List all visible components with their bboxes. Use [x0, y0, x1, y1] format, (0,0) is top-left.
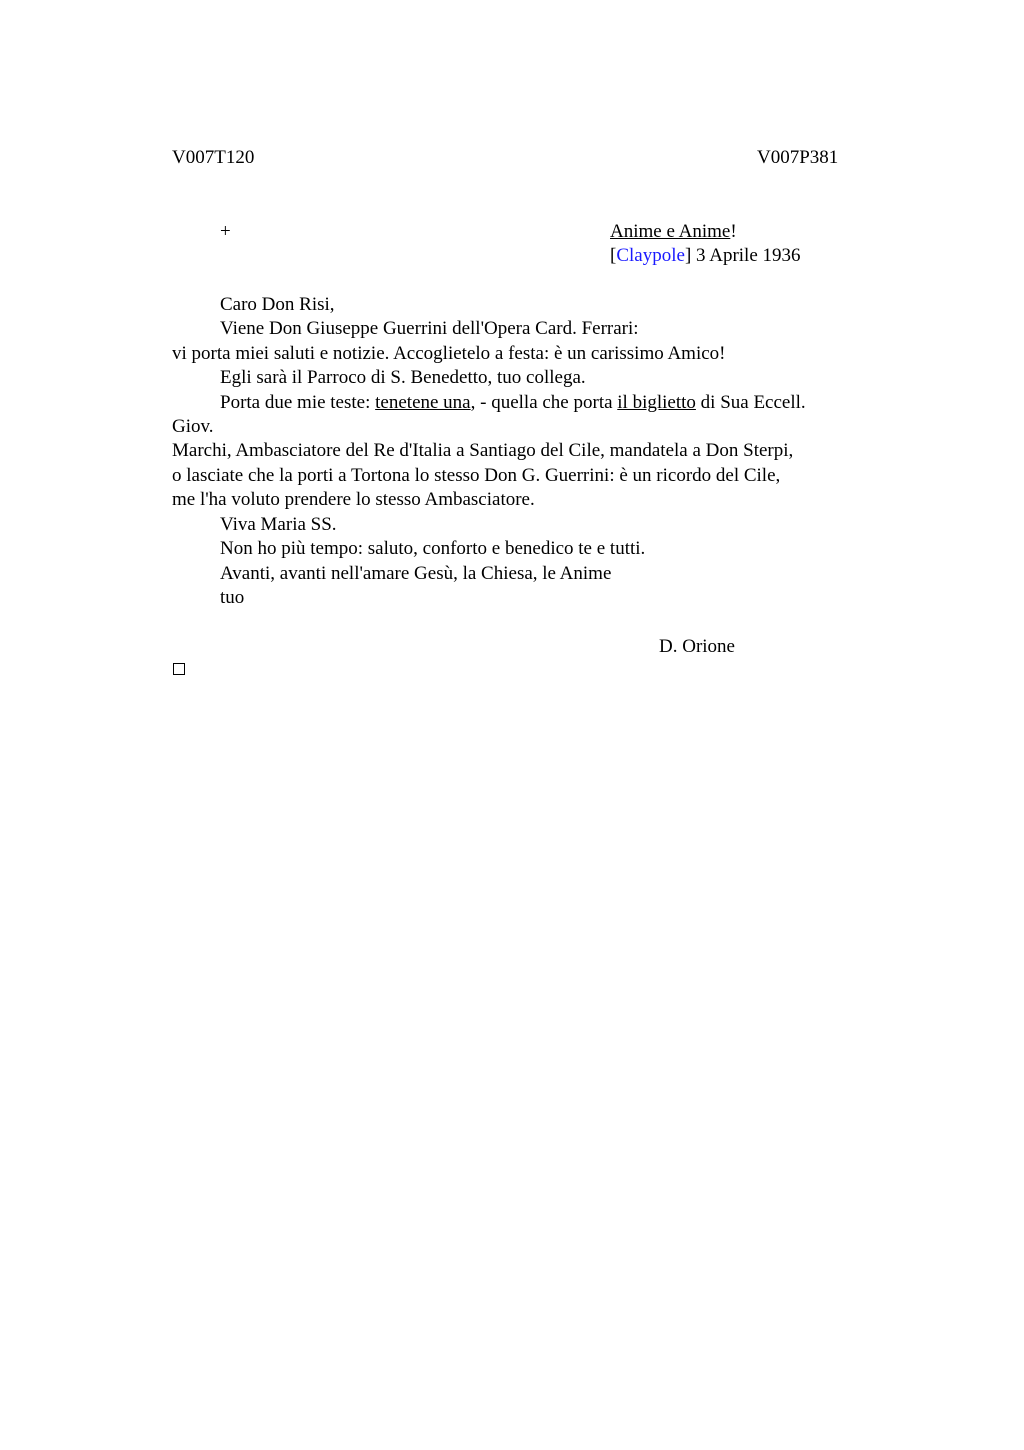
motto [610, 220, 737, 244]
header-right-code: V007P381 [757, 147, 839, 168]
place-bracket-open: [ [610, 245, 617, 266]
body-line-11: Avanti, avanti nell'amare Gesù, la Chiesa, le Anime [220, 563, 612, 584]
body-line-10: Non ho più tempo: saluto, conforto e benedico te e tutti. [220, 538, 646, 559]
body-line-2: vi porta miei saluti e notizie. Accoglietelo a festa: è un carissimo Amico! [172, 343, 726, 364]
header-left-code: V007T120 [172, 147, 255, 168]
body-line-5: Giov. [172, 416, 214, 437]
body-line-4-underlined-2: il biglietto [617, 392, 696, 413]
motto-underlined: Anime e Anime [610, 221, 731, 242]
body-line-4-c: di Sua Eccell. [695, 392, 806, 413]
body-line-7: o lasciate che la porti a Tortona lo stesso Don G. Guerrini: è un ricordo del Cile, [172, 465, 781, 486]
end-square-icon [173, 663, 185, 675]
letter-date: 3 Aprile 1936 [691, 245, 801, 266]
place-name: Claypole [616, 245, 685, 266]
body-line-3: Egli sarà il Parroco di S. Benedetto, tuo collega. [220, 367, 586, 388]
body-line-4-underlined-1: tenetene una [375, 392, 471, 413]
salutation: Caro Don Risi, [220, 294, 335, 315]
place-date [610, 244, 801, 268]
closing: tuo [220, 587, 245, 608]
signature: D. Orione [659, 636, 735, 657]
body-line-6: Marchi, Ambasciatore del Re d'Italia a Santiago del Cile, mandatela a Don Sterpi, [172, 440, 794, 461]
place-bracket-close: ] [684, 245, 692, 266]
body-line-8: me l'ha voluto prendere lo stesso Ambasciatore. [172, 489, 535, 510]
body-line-4-a: Porta due mie teste: [220, 392, 376, 413]
body-line-1: Viene Don Giuseppe Guerrini dell'Opera Card. Ferrari: [220, 318, 639, 339]
body-line-9: Viva Maria SS. [220, 514, 337, 535]
motto-suffix: ! [730, 221, 737, 242]
body-line-4 [220, 391, 806, 415]
body-line-4-b: , - quella che porta [470, 392, 618, 413]
cross-symbol: + [220, 221, 231, 242]
